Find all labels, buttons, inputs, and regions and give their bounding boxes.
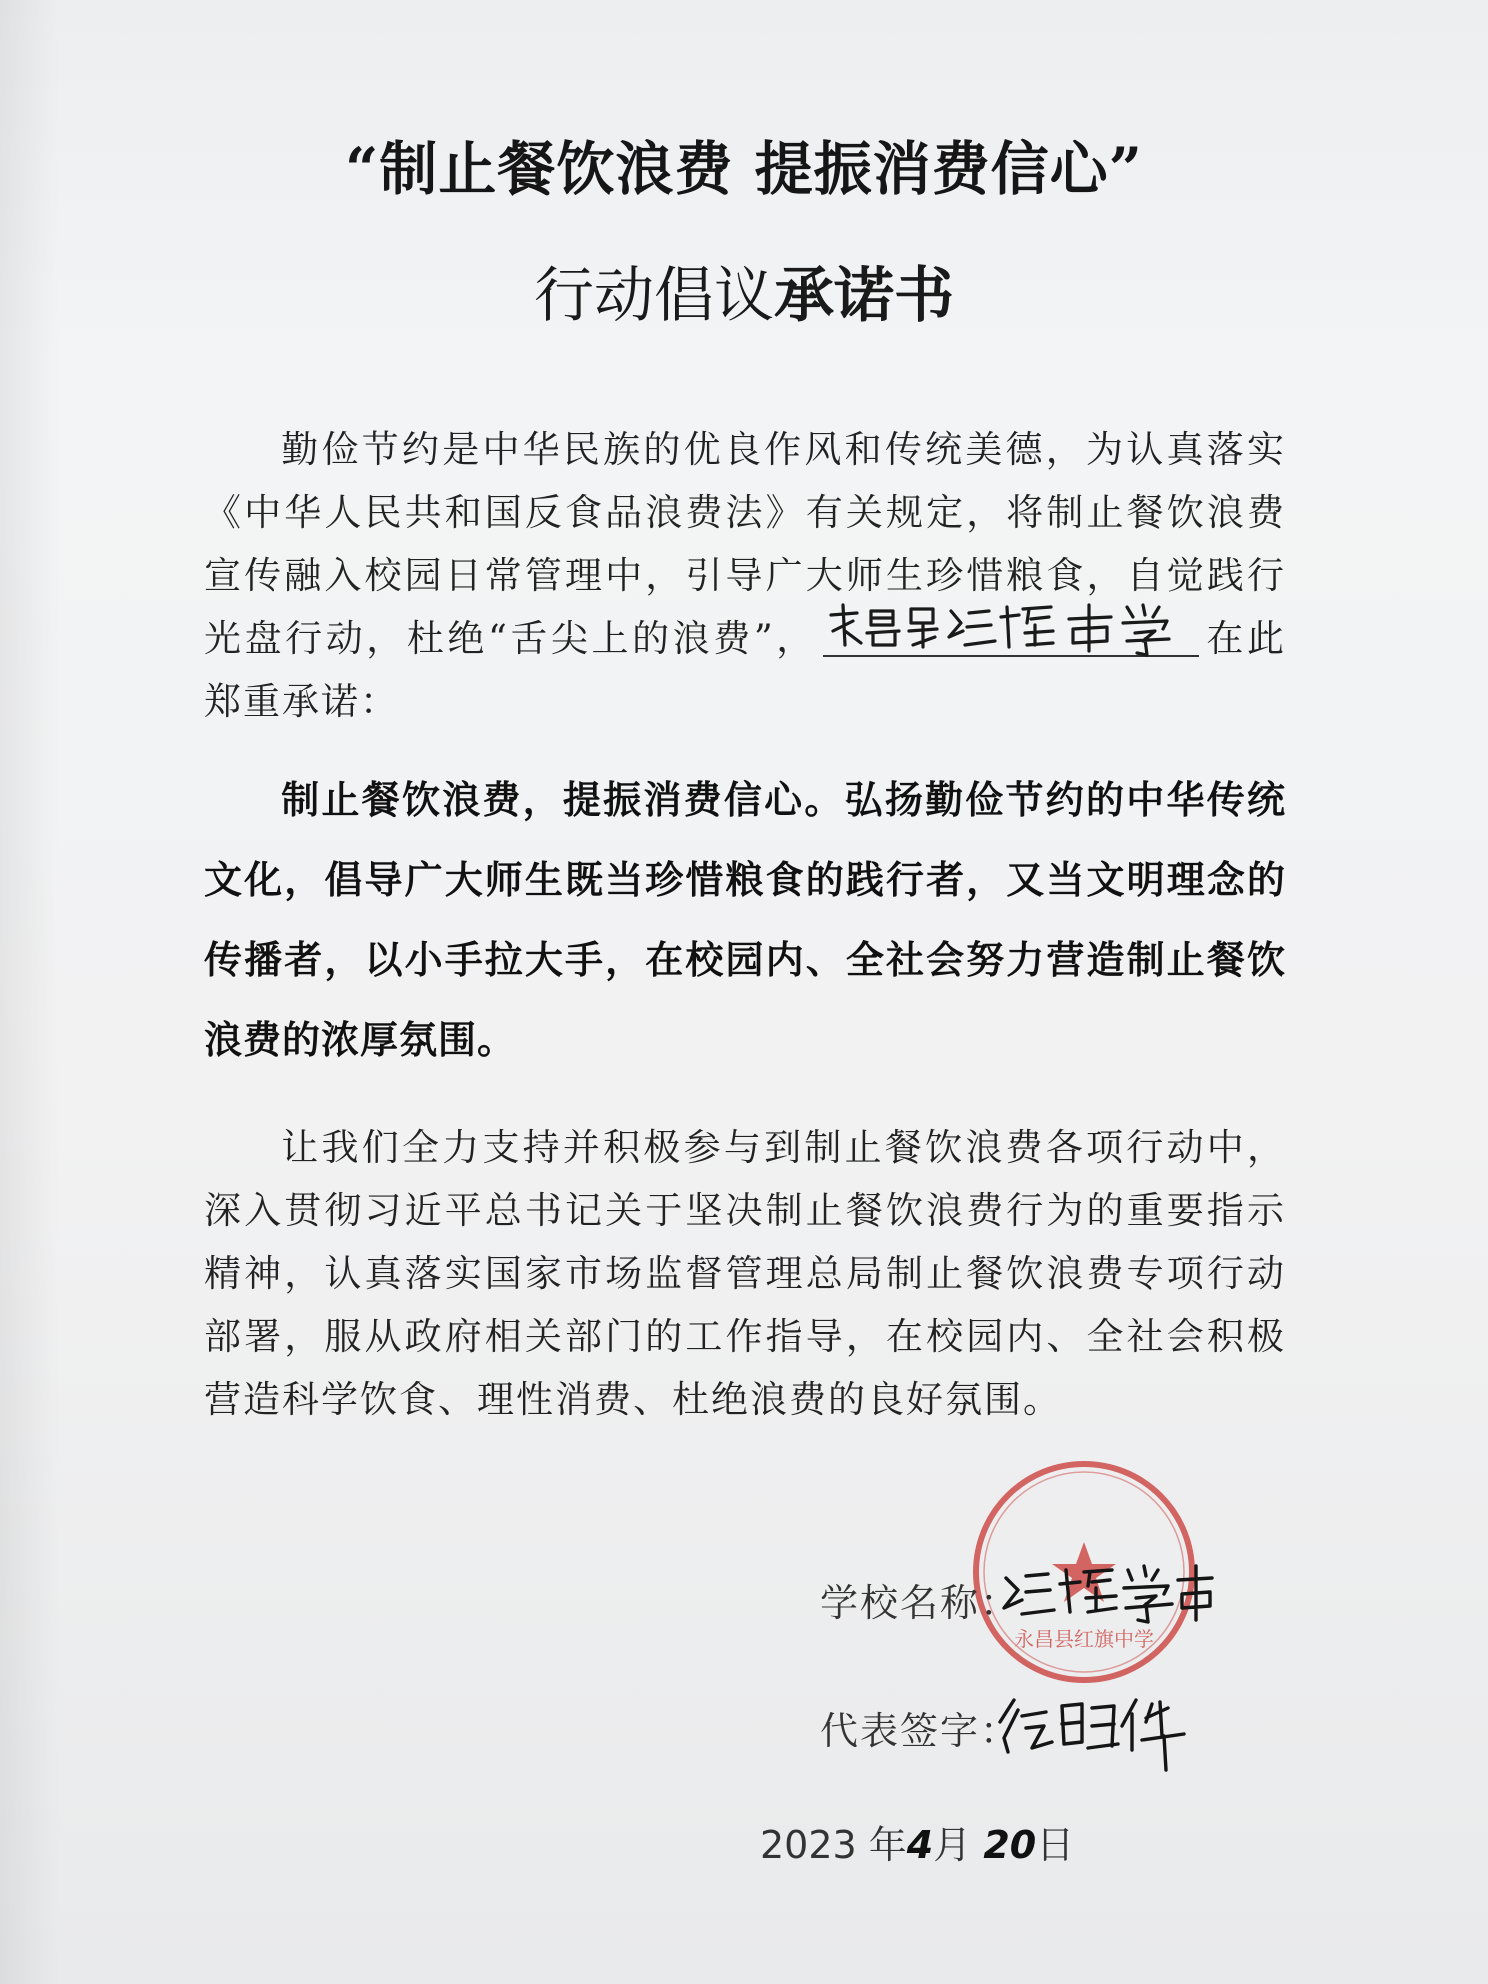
- title-line-2: [0, 248, 1488, 334]
- paragraph-1: [204, 418, 1286, 733]
- paragraph-2-text: 制止餐饮浪费，提振消费信心。弘扬勤俭节约的中华传统文化，倡导广大师生既当珍惜粮食的践行者，又当文明理念的传播者，以小手拉大手，在校园内、全社会努力营造制止餐饮浪费的浓厚氛围。: [204, 778, 1286, 1062]
- representative-signature-label: 代表签字：: [820, 1709, 1021, 1753]
- paragraph-3: [204, 1116, 1286, 1431]
- date-month-handwritten: 4: [906, 1823, 934, 1867]
- paragraph-1-tail: 在此郑重承诺：: [204, 617, 1286, 723]
- paragraph-2: [204, 760, 1286, 1080]
- date-year: 2023 年: [760, 1823, 907, 1867]
- school-name-blank: [823, 615, 1199, 657]
- date-day-label: 日: [1036, 1823, 1075, 1867]
- date: [760, 1814, 1074, 1869]
- title-line-2-normal: 行动倡议: [534, 261, 774, 331]
- school-name-label: 学校名称：: [820, 1581, 1021, 1625]
- handwritten-representative-signature: [996, 1692, 1196, 1776]
- paragraph-1-text: 勤俭节约是中华民族的优良作风和传统美德，为认真落实《中华人民共和国反食品浪费法》有关规定，将制止餐饮浪费宣传融入校园日常管理中，引导广大师生珍惜粮食，自觉践行光盘行动，杜绝“舌尖上的浪费”，: [204, 428, 1286, 660]
- title-line-2-bold: 承诺书: [774, 261, 954, 331]
- handwritten-school-signature: [1000, 1560, 1220, 1630]
- handwritten-school-name: [823, 601, 1199, 661]
- date-day-handwritten: 20: [983, 1823, 1037, 1867]
- paragraph-3-text: 让我们全力支持并积极参与到制止餐饮浪费各项行动中，深入贯彻习近平总书记关于坚决制止餐饮浪费行为的重要指示精神，认真落实国家市场监督管理总局制止餐饮浪费专项行动部署，服从政府相关部门的工作指导，在校园内、全社会积极营造科学饮食、理性消费、杜绝浪费的良好氛围。: [204, 1126, 1286, 1421]
- seal-text: 永昌县红旗中学: [1014, 1627, 1154, 1651]
- title-line-1: “制止餐饮浪费 提振消费信心”: [345, 135, 1143, 203]
- date-month-label: 月: [933, 1823, 972, 1867]
